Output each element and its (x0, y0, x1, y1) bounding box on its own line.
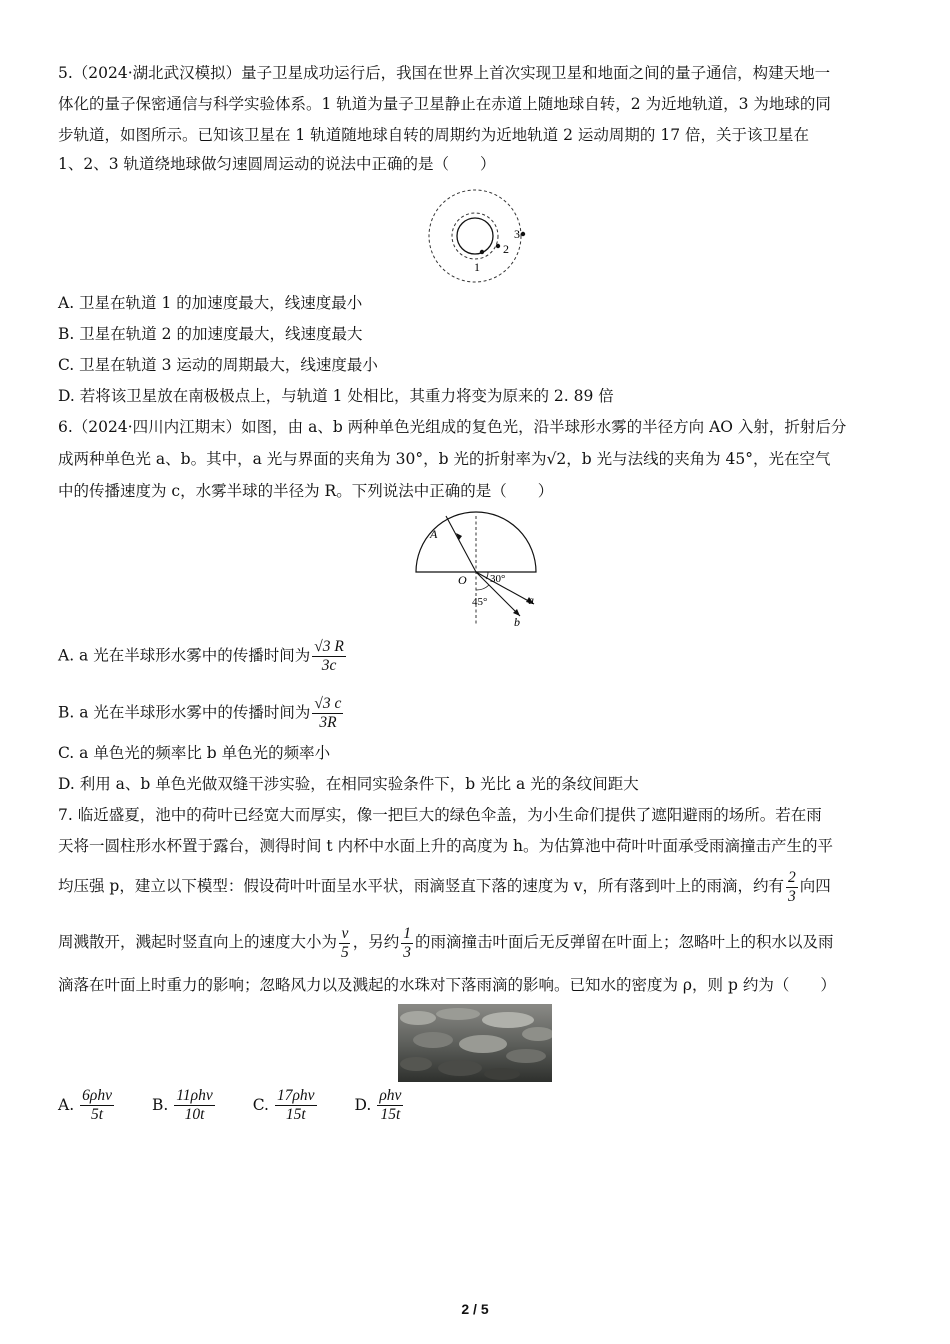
q5-stem-line2: 体化的量子保密通信与科学实验体系。1 轨道为量子卫星静止在赤道上随地球自转，2 为近地轨道，3 为地球的同 (58, 95, 831, 113)
q6-option-a-text: A. a 光在半球形水雾中的传播时间为 (58, 646, 311, 665)
q6-stem-line3: 中的传播速度为 c，水雾半球的半径为 R。下列说法中正确的是（ ） (58, 482, 554, 500)
q7-frac-v-over-5 (339, 925, 351, 962)
q5-stem-line3: 步轨道，如图所示。已知该卫星在 1 轨道随地球自转的周期约为近地轨道 2 运动周期的 17 倍，关于该卫星在 (58, 126, 810, 144)
q6-hemisphere-figure (410, 508, 550, 630)
q7-line4-text-c: 的雨滴撞击叶面后无反弹留在叶面上；忽略叶上的积水以及雨 (415, 933, 834, 951)
q7-option-d-den: 15t (380, 1105, 401, 1123)
q6-option-c: C. a 单色光的频率比 b 单色光的频率小 (58, 744, 331, 762)
q7-line3-text-b: 向四 (799, 877, 831, 895)
q7-option-b-label: B. (151, 1096, 169, 1115)
q6-option-a-fraction (312, 638, 346, 675)
orbit-label-2: 2 (503, 242, 509, 256)
q7-option-a-num: 6ρhv (82, 1087, 112, 1104)
q7-option-d (355, 1087, 406, 1124)
q6-option-a-num: √3 R (314, 638, 344, 655)
q7-frac-one-third (401, 925, 413, 962)
lotus-pond-photo (398, 1004, 552, 1082)
label-A: A (430, 527, 438, 541)
q6-option-b-text: B. a 光在半球形水雾中的传播时间为 (58, 703, 311, 722)
q6-stem-line1: 6.（2024·四川内江期末）如图，由 a、b 两种单色光组成的复色光，沿半球形水雾的半径方向 AO 入射，折射后分 (58, 418, 847, 436)
incident-ray (446, 516, 476, 572)
q7-stem-line3 (58, 866, 831, 906)
q7-options (58, 1087, 441, 1124)
q7-frac2-num: v (341, 924, 349, 942)
q5-orbit-figure (418, 186, 534, 290)
q7-option-b (152, 1087, 217, 1124)
page-number: 2 / 5 (461, 1301, 489, 1317)
q7-option-c-label: C. (252, 1096, 269, 1115)
q7-frac-two-thirds (786, 869, 798, 906)
hemisphere-outline (416, 512, 536, 572)
q7-frac3-num: 1 (403, 924, 412, 942)
q7-option-c-num: 17ρhv (276, 1087, 315, 1104)
q7-option-b-den: 10t (184, 1105, 205, 1123)
satellite-1-dot (480, 250, 484, 254)
q6-option-d: D. 利用 a、b 单色光做双缝干涉实验，在相同实验条件下，b 光比 a 光的条纹间距大 (58, 775, 639, 793)
q6-option-b (58, 695, 345, 732)
q7-line4-text-b: ，另约 (352, 933, 400, 951)
q5-stem-line4: 1、2、3 轨道绕地球做匀速圆周运动的说法中正确的是（ ） (58, 155, 496, 173)
q6-stem-line2: 成两种单色光 a、b。其中，a 光与界面的夹角为 30°，b 光的折射率为√2，b 光与法线的夹角为 45°，光在空气 (58, 450, 831, 468)
q5-option-b: B. 卫星在轨道 2 的加速度最大，线速度最大 (58, 325, 363, 343)
q6-option-b-num: √3 c (314, 695, 342, 712)
q7-stem-line2: 天将一圆柱形水杯置于露台，测得时间 t 内杯中水面上升的高度为 h。为估算池中荷叶叶面承受雨滴撞击产生的平 (58, 837, 833, 855)
q7-line4-text-a: 周溅散开，溅起时竖直向上的速度大小为 (58, 933, 338, 951)
angle45-arc (476, 585, 489, 590)
q7-frac1-den: 3 (788, 887, 796, 905)
q7-stem-line4 (58, 922, 834, 962)
q5-option-a: A. 卫星在轨道 1 的加速度最大，线速度最小 (58, 294, 363, 312)
earth-circle (457, 218, 493, 254)
q7-stem-line1: 7. 临近盛夏，池中的荷叶已经宽大而厚实，像一把巨大的绿色伞盖，为小生命们提供了遮阳避雨的场所。若在雨 (58, 806, 822, 824)
label-b: b (514, 615, 520, 629)
q7-option-c-den: 15t (285, 1105, 306, 1123)
q6-option-a-den: 3c (321, 656, 337, 674)
q7-option-a (58, 1087, 116, 1124)
orbit-label-1: 1 (474, 260, 480, 274)
orbit-2-circle (452, 213, 498, 259)
q7-option-c (253, 1087, 319, 1124)
satellite-3-dot (521, 232, 525, 236)
q7-option-d-label: D. (354, 1096, 372, 1115)
q7-option-d-num: ρhv (379, 1087, 402, 1104)
q7-option-a-den: 5t (91, 1105, 104, 1123)
q6-option-b-den: 3R (319, 713, 337, 731)
q7-frac1-num: 2 (788, 868, 796, 886)
satellite-2-dot (496, 244, 500, 248)
q6-option-b-fraction (312, 695, 343, 732)
q7-stem-line5: 滴落在叶面上时重力的影响；忽略风力以及溅起的水珠对下落雨滴的影响。已知水的密度为 ρ，则 p 约为（ ） (58, 976, 836, 994)
orbit-label-3: 3 (514, 227, 520, 241)
q7-frac2-den: 5 (341, 943, 349, 961)
q7-frac3-den: 3 (403, 943, 412, 961)
q6-option-a (58, 638, 348, 675)
q5-option-c: C. 卫星在轨道 3 运动的周期最大，线速度最小 (58, 356, 378, 374)
label-a: a (528, 593, 534, 607)
q7-option-b-fraction (174, 1087, 214, 1124)
q7-option-a-fraction (80, 1087, 114, 1124)
q7-option-b-num: 11ρhv (176, 1087, 213, 1104)
label-angle30: 30° (490, 573, 506, 585)
q5-stem-line1: 5.（2024·湖北武汉模拟）量子卫星成功运行后，我国在世界上首次实现卫星和地面之间的量子通信，构建天地一 (58, 64, 831, 82)
q5-option-d: D. 若将该卫星放在南极极点上，与轨道 1 处相比，其重力将变为原来的 2. 89 倍 (58, 387, 614, 405)
label-O: O (458, 573, 467, 587)
q7-option-d-fraction (377, 1087, 403, 1124)
q7-line3-text-a: 均压强 p，建立以下模型：假设荷叶叶面呈水平状，雨滴竖直下落的速度为 v，所有落到叶上的雨滴，约有 (58, 877, 785, 895)
q7-option-c-fraction (275, 1087, 317, 1124)
label-angle45: 45° (472, 596, 488, 608)
q7-option-a-label: A. (58, 1096, 75, 1115)
